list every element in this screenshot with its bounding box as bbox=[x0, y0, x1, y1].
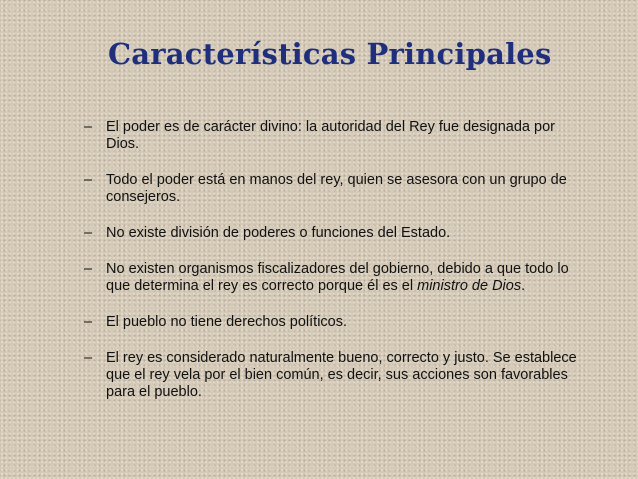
bullet-item bbox=[84, 225, 588, 242]
bullet-text-before: No existen organismos fiscalizadores del gobierno, debido a que todo lo que determina el rey es correcto porque él es el bbox=[106, 261, 569, 294]
bullet-item bbox=[84, 314, 588, 331]
bullet-text: El pueblo no tiene derechos políticos. bbox=[106, 314, 348, 330]
bullet-text-italic: ministro de Dios bbox=[417, 278, 522, 294]
bullet-text: El poder es de carácter divino: la autoridad del Rey fue designada por Dios. bbox=[106, 119, 555, 152]
bullet-dash: – bbox=[84, 225, 93, 241]
bullet-item bbox=[84, 119, 588, 153]
bullet-item bbox=[84, 261, 588, 295]
bullet-text: Todo el poder está en manos del rey, quien se asesora con un grupo de consejeros. bbox=[106, 172, 567, 205]
bullet-list bbox=[84, 119, 588, 420]
bullet-dash: – bbox=[84, 119, 93, 135]
bullet-dash: – bbox=[84, 172, 93, 188]
bullet-text: El rey es considerado naturalmente bueno, correcto y justo. Se establece que el rey vela por el bien común, es decir, sus acciones son favorables para el pueblo. bbox=[106, 350, 577, 400]
bullet-item bbox=[84, 172, 588, 206]
slide-title: Características Principales bbox=[108, 37, 552, 71]
bullet-dash: – bbox=[84, 350, 93, 366]
bullet-dash: – bbox=[84, 261, 93, 277]
bullet-text-after: . bbox=[521, 278, 526, 294]
bullet-dash: – bbox=[84, 314, 93, 330]
bullet-text bbox=[106, 261, 569, 294]
bullet-item bbox=[84, 350, 588, 401]
bullet-text: No existe división de poderes o funciones del Estado. bbox=[106, 225, 451, 241]
